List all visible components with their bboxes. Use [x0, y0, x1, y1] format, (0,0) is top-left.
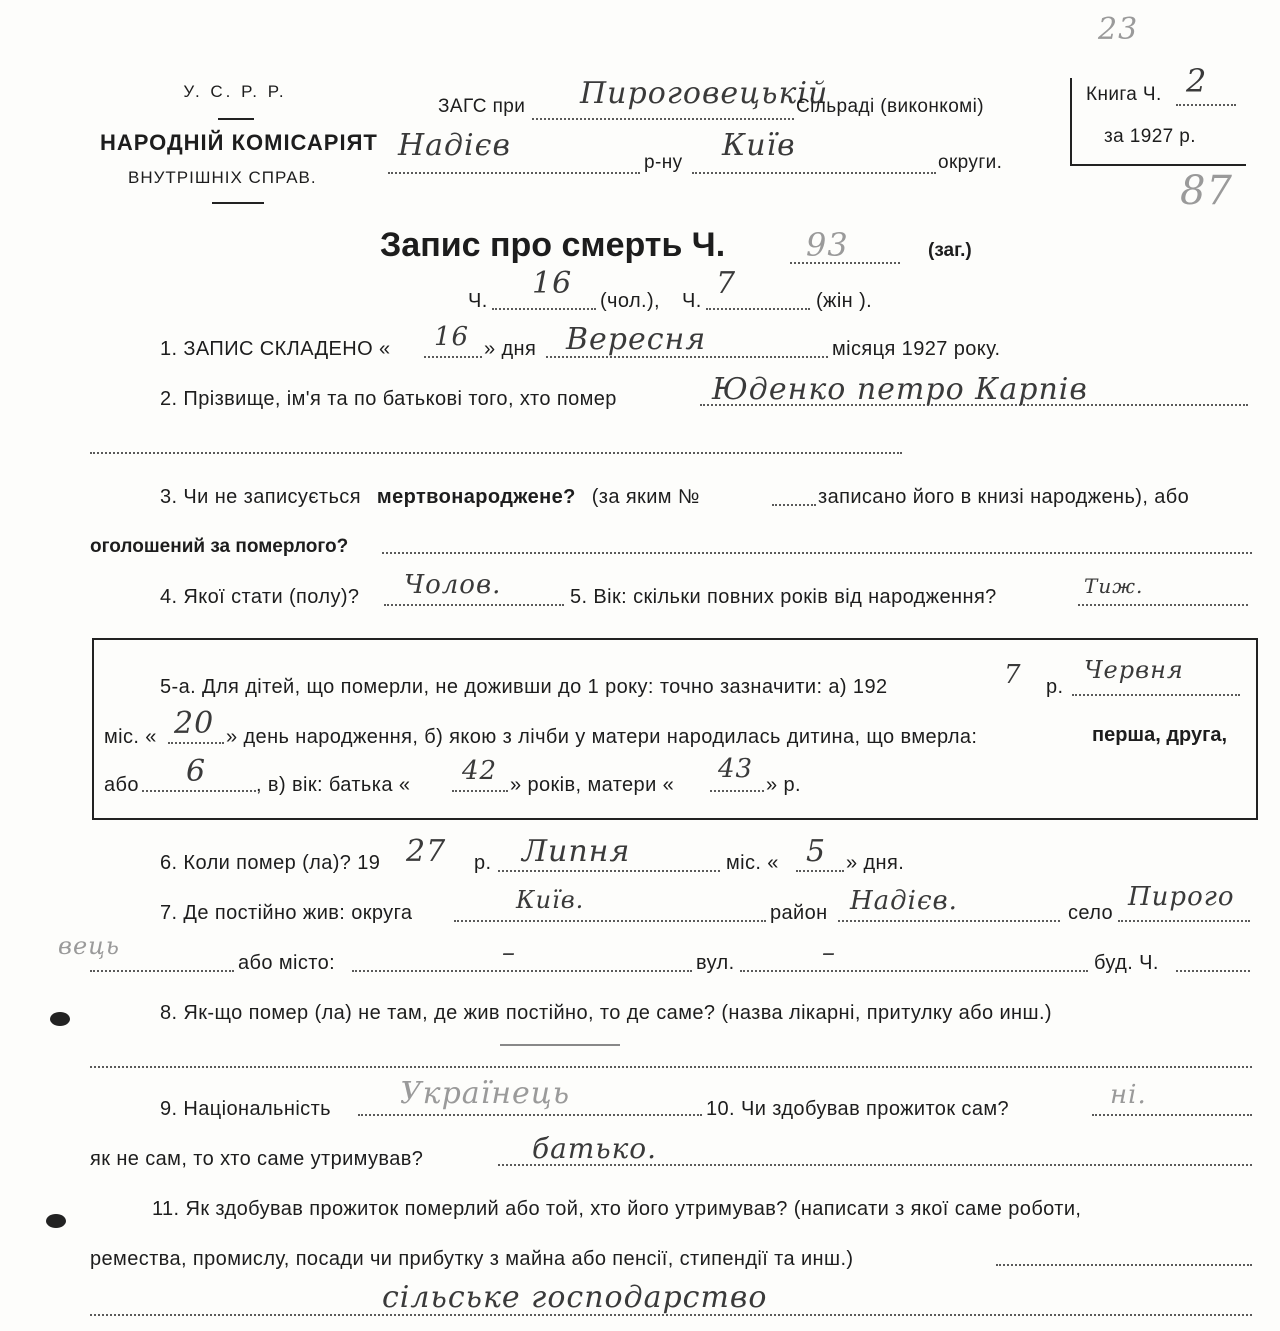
item5a-order-line — [142, 790, 256, 792]
item4-label: 4. Якої стати (полу)? — [160, 586, 360, 608]
item5a-father-line — [452, 790, 508, 792]
item5a-mother-age: 43 — [718, 754, 754, 784]
female-count-label: Ч. — [682, 290, 702, 312]
item5a-end-label: » р. — [766, 774, 801, 796]
year-label: за 1927 р. — [1104, 126, 1196, 147]
item6-day-line — [796, 870, 844, 872]
item8-dash — [500, 1044, 620, 1046]
item3-line2 — [382, 552, 1252, 554]
divider — [212, 202, 264, 204]
item11-line2: ремества, промислу, посади чи прибутку з майна або пенсії, стипендії та инш.) — [90, 1248, 854, 1270]
item2-label: 2. Прізвище, ім'я та по батькові того, хто помер — [160, 388, 617, 410]
item10-label: 10. Чи здобував прожиток сам? — [706, 1098, 1010, 1120]
item7-selo-continued: вець — [58, 932, 120, 960]
book-box-left-border — [1070, 78, 1072, 166]
item1-day: 16 — [434, 322, 470, 352]
female-count-line — [706, 308, 810, 310]
item7-bud-line — [1176, 970, 1250, 972]
item3-text-a: 3. Чи не записується — [160, 486, 361, 508]
item5a-month-line — [1072, 694, 1240, 696]
item7-vul-line — [740, 970, 1088, 972]
male-count-label: Ч. — [468, 290, 488, 312]
item7-selo-line2 — [90, 970, 234, 972]
item5a-year-digit: 7 — [1004, 660, 1022, 690]
district-value: Надієв — [398, 128, 511, 163]
republic-label: У. С. Р. Р. — [183, 82, 287, 101]
male-count-line — [492, 308, 596, 310]
item5-value: Тиж. — [1084, 574, 1144, 598]
item5a-day: 20 — [174, 706, 215, 741]
item1-label-b: » дня — [484, 338, 537, 360]
punch-hole — [46, 1214, 66, 1228]
item2-value: Юденко петро Карпів — [712, 372, 1088, 407]
male-count-value: 16 — [532, 266, 573, 301]
female-count-suffix: (жін ). — [816, 290, 873, 312]
item5a-mis-label: міс. « — [104, 726, 157, 748]
district-label: р-ну — [644, 152, 683, 173]
zags-label: ЗАГС при — [438, 96, 526, 117]
item10b-label: як не сам, то хто саме утримував? — [90, 1148, 424, 1170]
item8-line — [90, 1066, 1252, 1068]
item5a-mother-label: » років, матери « — [510, 774, 675, 796]
okruha-value: Київ — [722, 128, 796, 163]
item10b-value: батько. — [532, 1132, 658, 1165]
item3-bold-a: мертвонароджене? — [376, 486, 576, 508]
item6-year: 27 — [406, 834, 447, 869]
item9-label: 9. Національність — [160, 1098, 331, 1120]
item10-line — [1092, 1114, 1252, 1116]
title-number: 93 — [806, 226, 849, 264]
item3-text-c: записано його в книзі народжень), або — [818, 486, 1190, 508]
item7-rayon: Надієв. — [850, 886, 958, 916]
item5a-order: 6 — [186, 754, 207, 789]
book-label: Книга Ч. — [1086, 84, 1162, 105]
item9-line — [358, 1114, 702, 1116]
okruha-line — [692, 172, 936, 174]
item5a-day-line — [168, 742, 224, 744]
item6-day: 5 — [806, 834, 827, 869]
item1-label-c: місяця 1927 року. — [832, 338, 1001, 360]
item6-r-label: р. — [474, 852, 492, 874]
item7-okruha: Київ. — [516, 886, 585, 914]
pencil-page-number: 23 — [1098, 12, 1139, 47]
department-label: ВНУТРІШНІХ СПРАВ. — [128, 168, 317, 187]
item4-value: Чолов. — [404, 570, 502, 600]
item7-misto: – — [502, 938, 516, 968]
book-value: 2 — [1186, 62, 1208, 100]
item10-value: ні. — [1110, 1080, 1147, 1110]
book-line — [1176, 104, 1236, 106]
item5a-abo-label: або — [104, 774, 139, 796]
item6-month: Липня — [522, 834, 631, 869]
zags-line — [532, 118, 794, 120]
zags-value: Пироговецькій — [580, 76, 829, 111]
item7-okruha-line — [454, 920, 766, 922]
item1-day-line — [424, 356, 482, 358]
item5-line — [1078, 604, 1248, 606]
item1-month: Вересня — [566, 322, 707, 357]
item7-misto-line — [352, 970, 692, 972]
okruha-label: округи. — [938, 152, 1003, 173]
title-suffix: (заг.) — [928, 240, 972, 261]
item3-line1 — [160, 486, 700, 509]
item5a-father-age: 42 — [462, 756, 498, 786]
item7-rayon-label: район — [770, 902, 828, 924]
item6-label: 6. Коли помер (ла)? 19 — [160, 852, 381, 874]
item7-selo-label: село — [1068, 902, 1114, 924]
item5-label: 5. Вік: скільки повних років від народження? — [570, 586, 997, 608]
punch-hole — [50, 1012, 70, 1026]
item7-selo-line — [1118, 920, 1250, 922]
item6-month-line — [498, 870, 720, 872]
item5a-month: Червня — [1084, 656, 1184, 684]
item7-vul: – — [822, 938, 836, 968]
item5a-r-label: р. — [1046, 676, 1064, 698]
item2-line-continued — [90, 452, 902, 454]
divider — [218, 118, 254, 120]
item7-bud-label: буд. Ч. — [1094, 952, 1159, 974]
item5a-line2: » день народження, б) якою з лічби у матери народилась дитина, що вмерла: — [226, 726, 978, 748]
item1-label-a: 1. ЗАПИС СКЛАДЕНО « — [160, 338, 391, 360]
item6-mis-label: міс. « — [726, 852, 779, 874]
commissariat-label: НАРОДНІЙ КОМІСАРІЯТ — [100, 130, 378, 155]
item7-selo: Пирого — [1128, 882, 1235, 912]
item5a-line1: 5-а. Для дітей, що померли, не доживши до 1 року: точно зазначити: а) 192 — [160, 676, 888, 698]
item6-end-label: » дня. — [846, 852, 905, 874]
item11-line1: 11. Як здобував прожиток померлий або той, хто його утримував? (написати з якої саме роботи, — [152, 1198, 1082, 1220]
item7-rayon-line — [838, 920, 1060, 922]
female-count-value: 7 — [716, 266, 737, 301]
item4-line — [384, 604, 564, 606]
page-title: Запис про смерть Ч. — [380, 226, 726, 264]
item7-label: 7. Де постійно жив: округа — [160, 902, 413, 924]
item3-bold-b: оголошений за померлого? — [90, 536, 349, 557]
item5a-age-label: , в) вік: батька « — [256, 774, 411, 796]
council-label: Сільраді (виконкомі) — [796, 96, 984, 117]
item11-line2-fill — [996, 1264, 1252, 1266]
item3-number-line — [772, 504, 816, 506]
male-count-suffix: (чол.), — [600, 290, 661, 312]
district-line — [388, 172, 640, 174]
book-box-bottom-border — [1070, 164, 1246, 166]
item3-text-b: (за яким № — [591, 486, 700, 508]
item5a-mother-line — [710, 790, 764, 792]
item5a-bold: перша, друга, — [1092, 724, 1228, 746]
item7-vul-label: вул. — [696, 952, 735, 974]
item7-misto-label: або місто: — [238, 952, 336, 974]
item9-value: Українець — [400, 1076, 571, 1111]
pencil-side-number: 87 — [1180, 168, 1233, 214]
item11-value-line — [90, 1314, 1252, 1316]
item11-value: сільське господарство — [382, 1280, 768, 1315]
item8-label: 8. Як-що помер (ла) не там, де жив постійно, то де саме? (назва лікарні, притулку або инш.) — [160, 1002, 1052, 1024]
